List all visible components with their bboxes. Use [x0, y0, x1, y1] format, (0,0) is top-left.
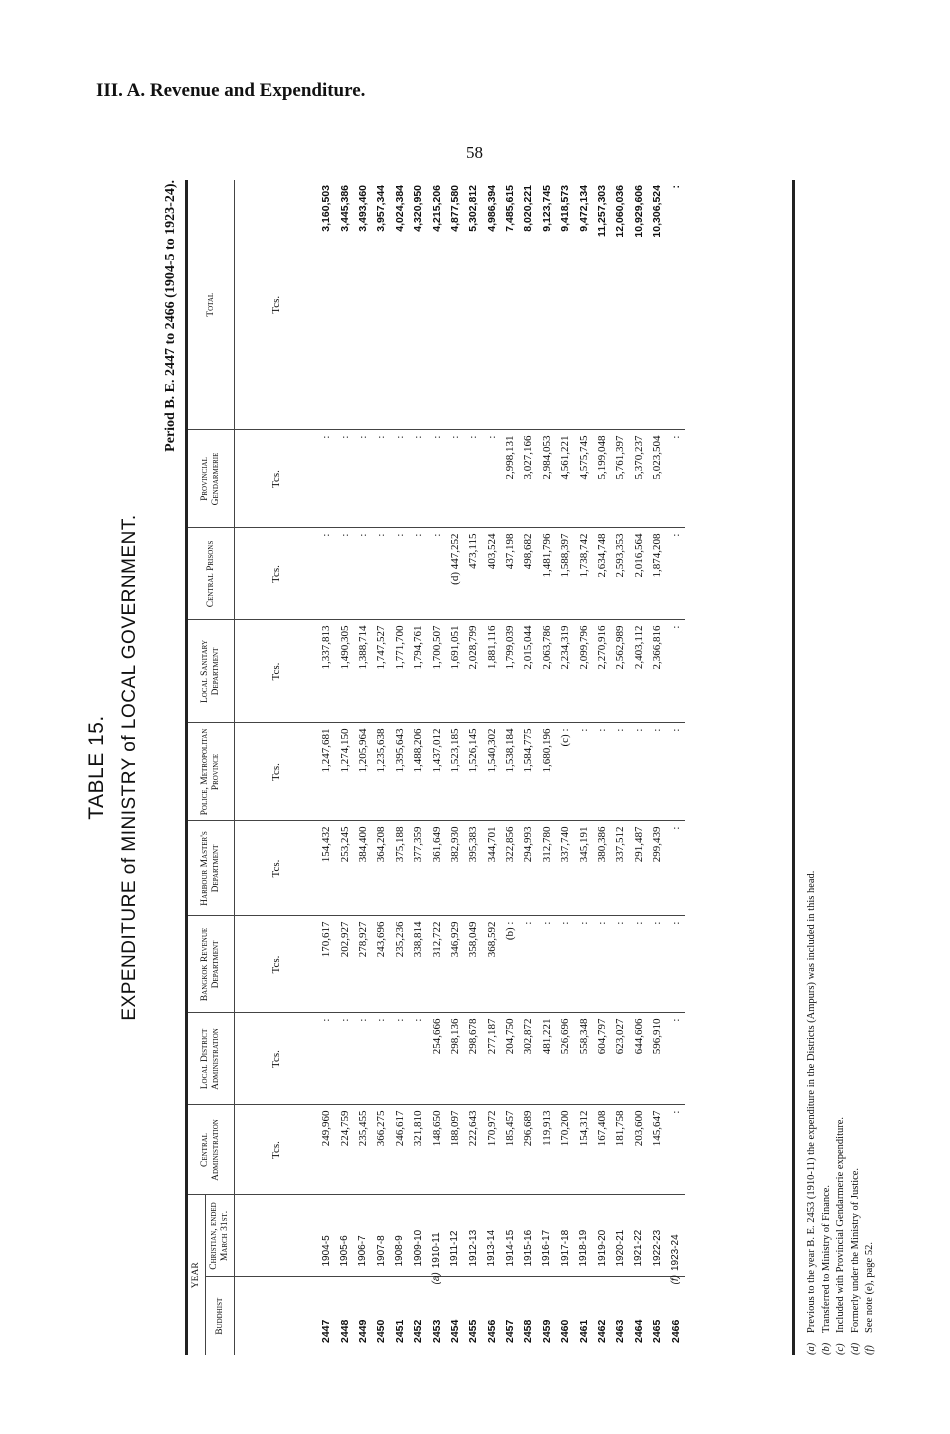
footnote-text: Formerly under the Ministry of Justice. [849, 1167, 861, 1333]
value-cell: 1,691,051 [446, 620, 464, 723]
footnote-text: Included with Provincial Gendarmerie expenditure. [835, 1116, 846, 1333]
table-body [235, 180, 685, 1355]
total-cell: 4,877,580 [446, 180, 464, 430]
value-cell: 1,247,681 [317, 723, 335, 821]
value-cell: 1,235,638 [372, 723, 390, 821]
christian-year-cell: 1904-5 [317, 1195, 335, 1277]
value-cell: (d) 447,252 [446, 528, 464, 620]
table-row [409, 180, 427, 1355]
value-cell: : [354, 1013, 372, 1105]
value-cell: 1,437,012 [427, 723, 445, 821]
total-cell: 3,957,344 [372, 180, 390, 430]
value-cell: 4,561,221 [556, 430, 574, 528]
expenditure-table [188, 180, 685, 1355]
value-cell: : [372, 430, 390, 528]
footnote [805, 871, 820, 1355]
value-cell: 1,540,302 [483, 723, 501, 821]
table-row [574, 180, 592, 1355]
local-district-header: Local District Administration [188, 1013, 235, 1105]
value-cell: : [630, 916, 648, 1013]
table-row [335, 180, 353, 1355]
value-cell: 170,200 [556, 1105, 574, 1195]
value-cell: 1,794,761 [409, 620, 427, 723]
buddhist-year-cell: 2451 [393, 1319, 406, 1343]
value-cell: : [427, 430, 445, 528]
value-cell: 148,650 [427, 1105, 445, 1195]
christian-year-cell [666, 1195, 684, 1285]
central-admin-header: Central Administration [188, 1105, 235, 1195]
value-cell: 337,512 [611, 821, 629, 916]
buddhist-year-cell: 2466 [669, 1319, 682, 1343]
value-cell: : [335, 430, 353, 528]
value-cell: : [427, 528, 445, 620]
expenditure-table-frame [185, 180, 795, 1355]
table-row [464, 180, 482, 1355]
value-cell: : [409, 430, 427, 528]
page-number: 58 [466, 143, 483, 162]
value-cell: 2,063,786 [538, 620, 556, 723]
value-cell: 1,680,196 [538, 723, 556, 821]
value-cell: 366,275 [372, 1105, 390, 1195]
value-cell: : [556, 916, 574, 1013]
christian-year-cell: 1916-17 [538, 1195, 556, 1277]
value-cell: 298,136 [446, 1013, 464, 1105]
table-row [391, 180, 409, 1355]
value-cell: 2,634,748 [593, 528, 611, 620]
value-cell: 2,234,319 [556, 620, 574, 723]
value-cell: 2,562,989 [611, 620, 629, 723]
total-cell: 4,024,384 [391, 180, 409, 430]
value-cell: : [409, 1013, 427, 1105]
christian-year-cell: 1917-18 [556, 1195, 574, 1277]
christian-year-cell: 1918-19 [574, 1195, 592, 1277]
value-cell: 4,575,745 [574, 430, 592, 528]
value-cell: 498,682 [519, 528, 537, 620]
value-cell: 2,015,044 [519, 620, 537, 723]
value-cell: : [538, 916, 556, 1013]
footnote-key: (f) [864, 1345, 875, 1355]
value-cell: 1,205,964 [354, 723, 372, 821]
value-cell: : [666, 430, 684, 528]
value-cell: 253,245 [335, 821, 353, 916]
value-cell: : [464, 430, 482, 528]
central-prisons-header: Central Prisons [188, 528, 235, 620]
value-cell: 1,526,145 [464, 723, 482, 821]
value-cell: : [335, 1013, 353, 1105]
buddhist-year-cell: 2450 [375, 1319, 388, 1343]
year-header: YEAR [188, 1195, 206, 1355]
value-cell: 2,593,353 [611, 528, 629, 620]
table-row [666, 180, 684, 1355]
table-row [593, 180, 611, 1355]
buddhist-year-cell: 2458 [522, 1319, 535, 1343]
value-cell: : [574, 916, 592, 1013]
buddhist-year-cell: 2463 [614, 1319, 627, 1343]
value-cell: 623,027 [611, 1013, 629, 1105]
value-cell: 345,191 [574, 821, 592, 916]
total-cell: 4,986,394 [483, 180, 501, 430]
christian-year-cell: 1913-14 [483, 1195, 501, 1277]
value-cell: 2,028,799 [464, 620, 482, 723]
period-label: Period B. E. 2447 to 2466 (1904-5 to 1923-24). [163, 180, 178, 452]
value-cell: 358,049 [464, 916, 482, 1013]
value-cell: : [409, 528, 427, 620]
value-cell: 3,027,166 [519, 430, 537, 528]
christian-year-cell: 1922-23 [648, 1195, 666, 1277]
value-cell: 2,016,564 [630, 528, 648, 620]
value-cell: 1,874,208 [648, 528, 666, 620]
table-row [519, 180, 537, 1355]
footnote [863, 871, 878, 1355]
buddhist-year-cell: 2456 [485, 1319, 498, 1343]
value-cell: 1,771,700 [391, 620, 409, 723]
value-cell: 1,337,813 [317, 620, 335, 723]
value-cell: 294,993 [519, 821, 537, 916]
total-cell: 10,306,524 [648, 180, 666, 430]
value-cell: 2,984,053 [538, 430, 556, 528]
total-cell: 3,493,460 [354, 180, 372, 430]
total-cell: 7,485,615 [501, 180, 519, 430]
value-cell: 2,270,916 [593, 620, 611, 723]
value-cell: 558,348 [574, 1013, 592, 1105]
unit-label: Tcs. [235, 723, 318, 821]
buddhist-year-cell: 2462 [596, 1319, 609, 1343]
christian-year-cell [427, 1195, 445, 1285]
value-cell: 119,913 [538, 1105, 556, 1195]
unit-label: Tcs. [235, 430, 318, 528]
christian-year-cell: 1914-15 [501, 1195, 519, 1277]
value-cell: 235,236 [391, 916, 409, 1013]
value-cell: 254,666 [427, 1013, 445, 1105]
table-label: TABLE 15. [85, 715, 108, 820]
unit-label: Tcs. [235, 620, 318, 723]
value-cell: : [317, 528, 335, 620]
unit-label: Tcs. [235, 1013, 318, 1105]
value-cell: : [666, 1105, 684, 1195]
value-cell: (c) : [556, 723, 574, 821]
value-cell: : [391, 430, 409, 528]
table-row [427, 180, 445, 1355]
buddhist-year-cell: 2457 [504, 1319, 517, 1343]
value-cell: : [354, 430, 372, 528]
unit-label: Tcs. [235, 1105, 318, 1195]
value-cell: 344,701 [483, 821, 501, 916]
footnote-key: (a) [806, 1342, 817, 1355]
value-cell: 380,386 [593, 821, 611, 916]
christian-year-cell: 1921-22 [630, 1195, 648, 1277]
value-cell: : [574, 723, 592, 821]
value-cell: 382,930 [446, 821, 464, 916]
value-cell: 644,606 [630, 1013, 648, 1105]
buddhist-year-cell: 2460 [559, 1319, 572, 1343]
table-row [446, 180, 464, 1355]
buddhist-year-cell: 2449 [356, 1319, 369, 1343]
buddhist-year-cell: 2452 [412, 1319, 425, 1343]
value-cell: 185,457 [501, 1105, 519, 1195]
total-cell: 5,302,812 [464, 180, 482, 430]
value-cell: 473,115 [464, 528, 482, 620]
footnote-text: Previous to the year B. E. 2453 (1910-11) the expenditure in the Districts (Ampurs) was included in this head. [806, 870, 817, 1333]
value-cell: : [666, 620, 684, 723]
buddhist-year-cell: 2448 [338, 1319, 351, 1343]
harbour-master-header: Harbour Master's Department [188, 821, 235, 916]
value-cell: : [611, 723, 629, 821]
unit-label: Tcs. [235, 821, 318, 916]
value-cell: 395,383 [464, 821, 482, 916]
value-cell: 170,972 [483, 1105, 501, 1195]
value-cell: 337,740 [556, 821, 574, 916]
rotated-table-block [85, 180, 875, 1355]
value-cell: 5,761,397 [611, 430, 629, 528]
footnote-key: (c) [835, 1343, 846, 1355]
value-cell: 277,187 [483, 1013, 501, 1105]
total-cell: 4,215,206 [427, 180, 445, 430]
value-cell: 526,696 [556, 1013, 574, 1105]
value-cell: : [666, 723, 684, 821]
value-cell: 246,617 [391, 1105, 409, 1195]
police-header: Police, Metropolitan Province [188, 723, 235, 821]
christian-year-cell: 1909-10 [409, 1195, 427, 1277]
value-cell: : [483, 430, 501, 528]
value-cell: 204,750 [501, 1013, 519, 1105]
buddhist-year-cell: 2459 [540, 1319, 553, 1343]
table-row [501, 180, 519, 1355]
unit-row [235, 180, 318, 1355]
footnote-marker: (a) [431, 1272, 443, 1285]
footnote-key: (b) [820, 1342, 832, 1355]
value-cell: : [666, 528, 684, 620]
buddhist-year-cell: 2461 [577, 1319, 590, 1343]
table-row [648, 180, 666, 1355]
christian-year-cell: 1911-12 [446, 1195, 464, 1277]
value-cell: 481,221 [538, 1013, 556, 1105]
christian-header: Christian, ended March 31st. [206, 1195, 235, 1277]
christian-year-cell: 1919-20 [593, 1195, 611, 1277]
value-cell: 202,927 [335, 916, 353, 1013]
value-cell: : [611, 916, 629, 1013]
total-cell: 12,060,036 [611, 180, 629, 430]
total-cell: 9,418,573 [556, 180, 574, 430]
gendarmerie-header: Provincial Gendarmerie [188, 430, 235, 528]
value-cell: : [519, 916, 537, 1013]
total-cell: 3,160,503 [317, 180, 335, 430]
value-cell: 1,538,184 [501, 723, 519, 821]
buddhist-year-cell: 2455 [467, 1319, 480, 1343]
value-cell: 1,481,796 [538, 528, 556, 620]
footnote [820, 871, 835, 1355]
total-cell: 10,929,606 [630, 180, 648, 430]
value-cell: 188,097 [446, 1105, 464, 1195]
total-cell: 9,472,134 [574, 180, 592, 430]
value-cell: 377,359 [409, 821, 427, 916]
value-cell: 312,722 [427, 916, 445, 1013]
value-cell: 346,929 [446, 916, 464, 1013]
buddhist-year-cell: 2453 [430, 1319, 443, 1343]
value-cell: : [593, 916, 611, 1013]
table-row [538, 180, 556, 1355]
value-cell: : [666, 1013, 684, 1105]
value-cell: 5,370,237 [630, 430, 648, 528]
value-cell: : [666, 916, 684, 1013]
value-cell: 384,400 [354, 821, 372, 916]
value-cell: 437,198 [501, 528, 519, 620]
section-header: III. A. Revenue and Expenditure. [96, 80, 366, 101]
value-cell: 2,366,816 [648, 620, 666, 723]
christian-year-cell: 1920-21 [611, 1195, 629, 1277]
unit-label: Tcs. [235, 916, 318, 1013]
table-row [611, 180, 629, 1355]
value-cell: : [391, 528, 409, 620]
footnotes [805, 871, 878, 1355]
buddhist-year-cell: 2464 [632, 1319, 645, 1343]
value-cell: 298,678 [464, 1013, 482, 1105]
footnote-key: (d) [849, 1342, 861, 1355]
value-cell: 2,998,131 [501, 430, 519, 528]
value-cell: 224,759 [335, 1105, 353, 1195]
value-cell: 364,208 [372, 821, 390, 916]
value-cell: : [391, 1013, 409, 1105]
value-cell: 403,524 [483, 528, 501, 620]
value-cell: 5,023,504 [648, 430, 666, 528]
christian-year-value: 1923-24 [670, 1234, 682, 1272]
table-row [556, 180, 574, 1355]
value-cell: : [648, 723, 666, 821]
christian-year-cell: 1906-7 [354, 1195, 372, 1277]
value-cell: 2,099,796 [574, 620, 592, 723]
table-title: EXPENDITURE of MINISTRY of LOCAL GOVERNMENT. [119, 514, 140, 1021]
value-cell: 222,643 [464, 1105, 482, 1195]
value-cell: 1,488,206 [409, 723, 427, 821]
value-cell: 5,199,048 [593, 430, 611, 528]
value-cell: 302,872 [519, 1013, 537, 1105]
total-cell: 3,445,386 [335, 180, 353, 430]
christian-year-cell: 1912-13 [464, 1195, 482, 1277]
value-cell: 249,960 [317, 1105, 335, 1195]
footnote-text: See note (e), page 52. [864, 1242, 875, 1333]
value-cell: 167,408 [593, 1105, 611, 1195]
buddhist-year-cell: 2465 [651, 1319, 664, 1343]
total-header: Total [188, 180, 235, 430]
value-cell: 1,274,150 [335, 723, 353, 821]
table-row [317, 180, 335, 1355]
value-cell: 181,758 [611, 1105, 629, 1195]
value-cell: 368,592 [483, 916, 501, 1013]
value-cell: 596,910 [648, 1013, 666, 1105]
value-cell: 338,814 [409, 916, 427, 1013]
christian-year-value: 1910-11 [431, 1232, 443, 1269]
value-cell: : [372, 1013, 390, 1105]
value-cell: 1,388,714 [354, 620, 372, 723]
value-cell: (b) : [501, 916, 519, 1013]
value-cell: 312,780 [538, 821, 556, 916]
christian-year-cell: 1905-6 [335, 1195, 353, 1277]
value-cell: 243,696 [372, 916, 390, 1013]
value-cell: 170,617 [317, 916, 335, 1013]
local-sanitary-header: Local Sanitary Department [188, 620, 235, 723]
value-cell: 299,439 [648, 821, 666, 916]
value-cell: : [317, 430, 335, 528]
value-cell: 1,584,775 [519, 723, 537, 821]
value-cell: 604,797 [593, 1013, 611, 1105]
table-row [630, 180, 648, 1355]
value-cell: : [446, 430, 464, 528]
value-cell: 154,432 [317, 821, 335, 916]
total-cell: 8,020,221 [519, 180, 537, 430]
buddhist-header: Buddhist [206, 1277, 235, 1355]
value-cell: 1,700,507 [427, 620, 445, 723]
total-cell: : [666, 180, 684, 430]
unit-label: Tcs. [235, 180, 318, 430]
value-cell: 375,188 [391, 821, 409, 916]
value-cell: : [593, 723, 611, 821]
bangkok-revenue-header: Bangkok Revenue Department [188, 916, 235, 1013]
value-cell: : [372, 528, 390, 620]
buddhist-year-cell: 2454 [448, 1319, 461, 1343]
value-cell: 1,799,039 [501, 620, 519, 723]
table-row [483, 180, 501, 1355]
christian-year-cell: 1908-9 [391, 1195, 409, 1277]
footnote-text: Transferred to Ministry of Finance. [820, 1184, 832, 1333]
footnote-marker: (f) [670, 1275, 682, 1285]
footnote [849, 871, 864, 1355]
value-cell: : [648, 916, 666, 1013]
value-cell: 361,649 [427, 821, 445, 916]
value-cell: 235,455 [354, 1105, 372, 1195]
value-cell: 1,395,643 [391, 723, 409, 821]
value-cell: 1,588,397 [556, 528, 574, 620]
value-cell: : [630, 723, 648, 821]
value-cell: : [317, 1013, 335, 1105]
christian-year-cell: 1907-8 [372, 1195, 390, 1277]
value-cell: : [354, 528, 372, 620]
value-cell: 1,523,185 [446, 723, 464, 821]
value-cell: 145,647 [648, 1105, 666, 1195]
footnote [834, 871, 849, 1355]
buddhist-year-cell: 2447 [320, 1319, 333, 1343]
total-cell: 4,320,950 [409, 180, 427, 430]
table-row [354, 180, 372, 1355]
value-cell: 322,856 [501, 821, 519, 916]
value-cell: 2,403,112 [630, 620, 648, 723]
value-cell: 154,312 [574, 1105, 592, 1195]
christian-year-cell: 1915-16 [519, 1195, 537, 1277]
value-cell: 203,600 [630, 1105, 648, 1195]
total-cell: 9,123,745 [538, 180, 556, 430]
unit-label: Tcs. [235, 528, 318, 620]
value-cell: 1,747,527 [372, 620, 390, 723]
table-row [372, 180, 390, 1355]
value-cell: : [666, 821, 684, 916]
value-cell: 1,490,305 [335, 620, 353, 723]
value-cell: : [335, 528, 353, 620]
value-cell: 296,689 [519, 1105, 537, 1195]
value-cell: 321,810 [409, 1105, 427, 1195]
total-cell: 11,257,303 [593, 180, 611, 430]
value-cell: 1,738,742 [574, 528, 592, 620]
value-cell: 278,927 [354, 916, 372, 1013]
value-cell: 1,881,116 [483, 620, 501, 723]
value-cell: 291,487 [630, 821, 648, 916]
